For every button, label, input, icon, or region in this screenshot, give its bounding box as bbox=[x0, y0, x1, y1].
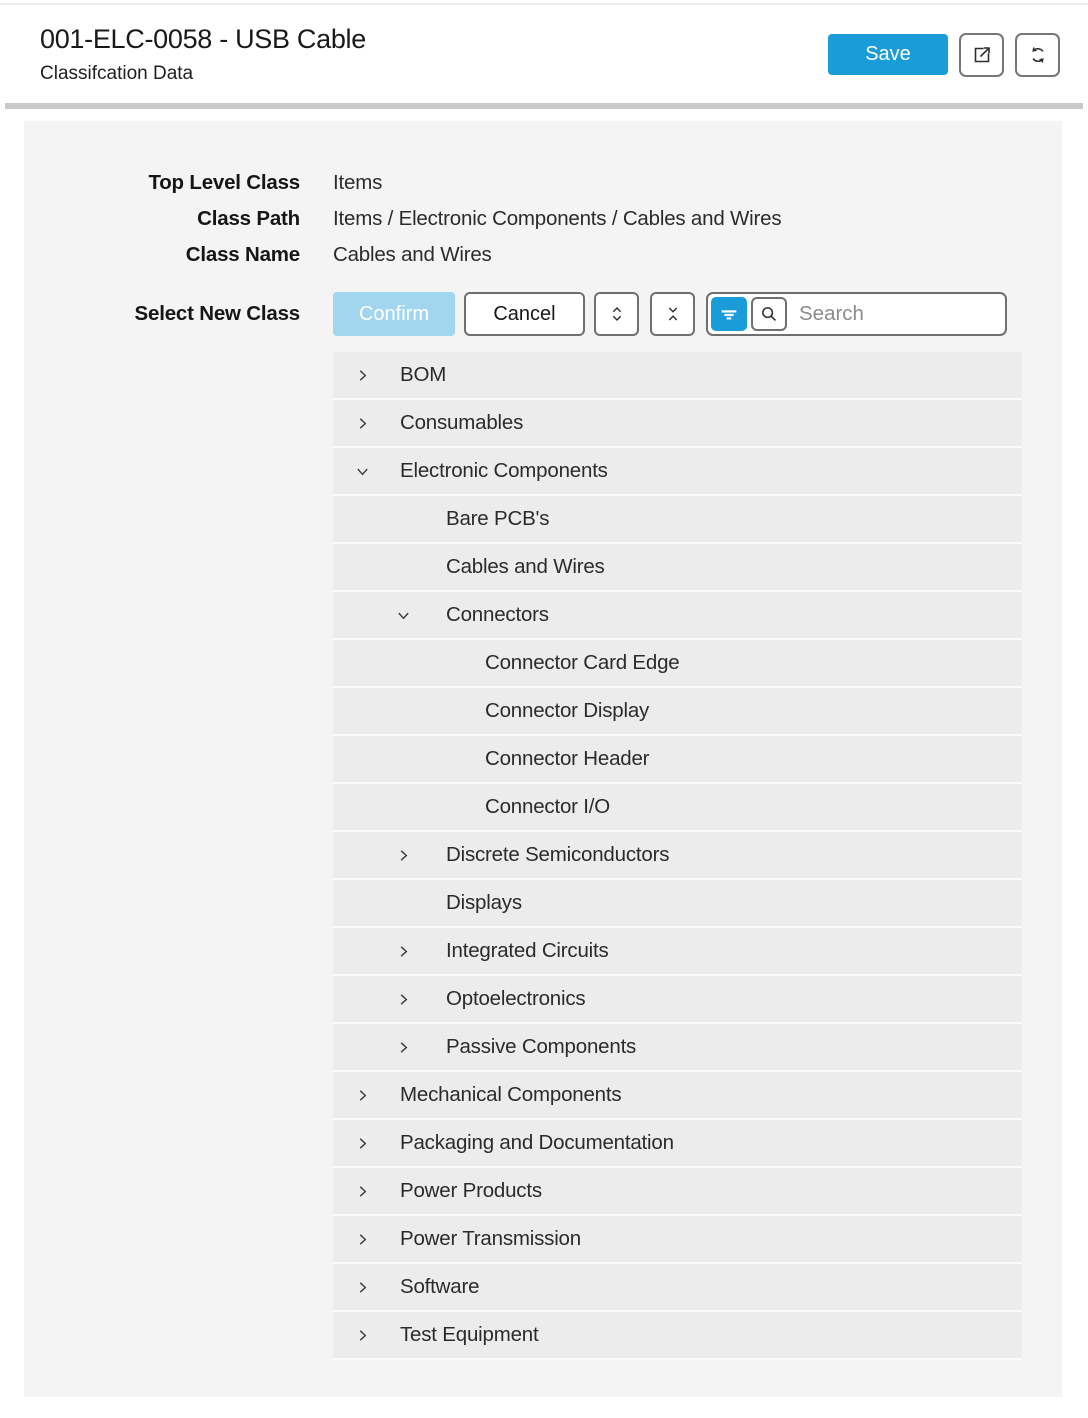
tree-row[interactable] bbox=[333, 976, 1022, 1024]
tree-row-label: Power Transmission bbox=[400, 1227, 581, 1250]
chevron-right-icon[interactable] bbox=[395, 928, 411, 974]
chevron-right-icon[interactable] bbox=[354, 1168, 370, 1214]
form-row-class-path bbox=[24, 204, 1062, 234]
filter-icon bbox=[718, 303, 740, 325]
collapse-all-icon bbox=[662, 302, 684, 326]
tree-row-label: Test Equipment bbox=[400, 1323, 539, 1346]
chevron-right-icon[interactable] bbox=[354, 400, 370, 446]
page-title: 001-ELC-0058 - USB Cable bbox=[40, 24, 366, 54]
select-new-class-row bbox=[24, 292, 1062, 336]
expand-all-button[interactable] bbox=[594, 292, 639, 336]
confirm-button[interactable]: Confirm bbox=[333, 292, 455, 336]
tree-row[interactable] bbox=[333, 1216, 1022, 1264]
tree-row-label: Discrete Semiconductors bbox=[446, 843, 670, 866]
expand-all-icon bbox=[606, 302, 628, 326]
chevron-right-icon[interactable] bbox=[395, 832, 411, 878]
tree-row[interactable] bbox=[333, 592, 1022, 640]
tree-row[interactable] bbox=[333, 400, 1022, 448]
open-in-new-button[interactable] bbox=[959, 33, 1004, 77]
classification-panel bbox=[24, 121, 1062, 1397]
top-level-class-label: Top Level Class bbox=[148, 171, 300, 194]
chevron-right-icon[interactable] bbox=[354, 1120, 370, 1166]
cancel-button[interactable]: Cancel bbox=[464, 292, 585, 336]
tree-row[interactable] bbox=[333, 1312, 1022, 1360]
class-name-value: Cables and Wires bbox=[333, 243, 492, 266]
form-row-class-name bbox=[24, 240, 1062, 270]
tree-row-label: Integrated Circuits bbox=[446, 939, 609, 962]
class-tree bbox=[333, 352, 1022, 1360]
tree-row-label: Connector Card Edge bbox=[485, 651, 680, 674]
header-divider bbox=[5, 103, 1083, 109]
tree-row-label: Software bbox=[400, 1275, 480, 1298]
refresh-button[interactable] bbox=[1015, 33, 1060, 77]
top-level-class-value: Items bbox=[333, 171, 383, 194]
tree-row[interactable] bbox=[333, 352, 1022, 400]
filter-toggle-button[interactable] bbox=[711, 297, 747, 331]
tree-row[interactable] bbox=[333, 1264, 1022, 1312]
tree-row[interactable] bbox=[333, 832, 1022, 880]
tree-row[interactable] bbox=[333, 736, 1022, 784]
chevron-right-icon[interactable] bbox=[354, 1312, 370, 1358]
tree-row[interactable] bbox=[333, 496, 1022, 544]
tree-row-label: Connector Header bbox=[485, 747, 650, 770]
tree-row-label: Power Products bbox=[400, 1179, 542, 1202]
chevron-right-icon[interactable] bbox=[354, 1072, 370, 1118]
tree-row[interactable] bbox=[333, 784, 1022, 832]
tree-row[interactable] bbox=[333, 880, 1022, 928]
chevron-right-icon[interactable] bbox=[354, 352, 370, 398]
save-button[interactable]: Save bbox=[828, 34, 948, 75]
tree-row-label: Bare PCB's bbox=[446, 507, 550, 530]
tree-row[interactable] bbox=[333, 928, 1022, 976]
window-top-divider bbox=[0, 3, 1088, 5]
chevron-right-icon[interactable] bbox=[354, 1264, 370, 1310]
tree-row[interactable] bbox=[333, 1168, 1022, 1216]
tree-row[interactable] bbox=[333, 688, 1022, 736]
tree-row-label: Consumables bbox=[400, 411, 524, 434]
tree-row-label: Displays bbox=[446, 891, 522, 914]
tree-row[interactable] bbox=[333, 448, 1022, 496]
page-subtitle: Classifcation Data bbox=[40, 63, 194, 84]
tree-row-label: Mechanical Components bbox=[400, 1083, 622, 1106]
chevron-right-icon[interactable] bbox=[354, 1216, 370, 1262]
chevron-right-icon[interactable] bbox=[395, 1024, 411, 1070]
tree-row-label: Connector I/O bbox=[485, 795, 611, 818]
search-icon-button[interactable] bbox=[751, 297, 787, 331]
tree-row[interactable] bbox=[333, 1120, 1022, 1168]
class-path-value: Items / Electronic Components / Cables and Wires bbox=[333, 207, 782, 230]
tree-row-label: Packaging and Documentation bbox=[400, 1131, 674, 1154]
search-icon bbox=[758, 303, 780, 325]
search-box bbox=[706, 292, 1007, 336]
tree-row-label: Cables and Wires bbox=[446, 555, 605, 578]
tree-row-label: Connectors bbox=[446, 603, 549, 626]
chevron-down-icon[interactable] bbox=[395, 592, 411, 638]
form-row-top-level-class bbox=[24, 168, 1062, 198]
open-in-new-icon bbox=[970, 43, 994, 67]
class-path-label: Class Path bbox=[197, 207, 300, 230]
tree-row[interactable] bbox=[333, 544, 1022, 592]
tree-row[interactable] bbox=[333, 1072, 1022, 1120]
select-new-class-label: Select New Class bbox=[134, 302, 300, 325]
search-input[interactable] bbox=[787, 302, 1002, 326]
collapse-all-button[interactable] bbox=[650, 292, 695, 336]
tree-row-label: Passive Components bbox=[446, 1035, 637, 1058]
header-actions bbox=[828, 32, 1060, 77]
refresh-icon bbox=[1026, 43, 1050, 67]
tree-row-label: BOM bbox=[400, 363, 447, 386]
tree-row[interactable] bbox=[333, 640, 1022, 688]
chevron-down-icon[interactable] bbox=[354, 448, 370, 494]
tree-row-label: Optoelectronics bbox=[446, 987, 586, 1010]
tree-row-label: Electronic Components bbox=[400, 459, 608, 482]
chevron-right-icon[interactable] bbox=[395, 976, 411, 1022]
tree-row-label: Connector Display bbox=[485, 699, 650, 722]
tree-row[interactable] bbox=[333, 1024, 1022, 1072]
class-name-label: Class Name bbox=[185, 243, 300, 266]
